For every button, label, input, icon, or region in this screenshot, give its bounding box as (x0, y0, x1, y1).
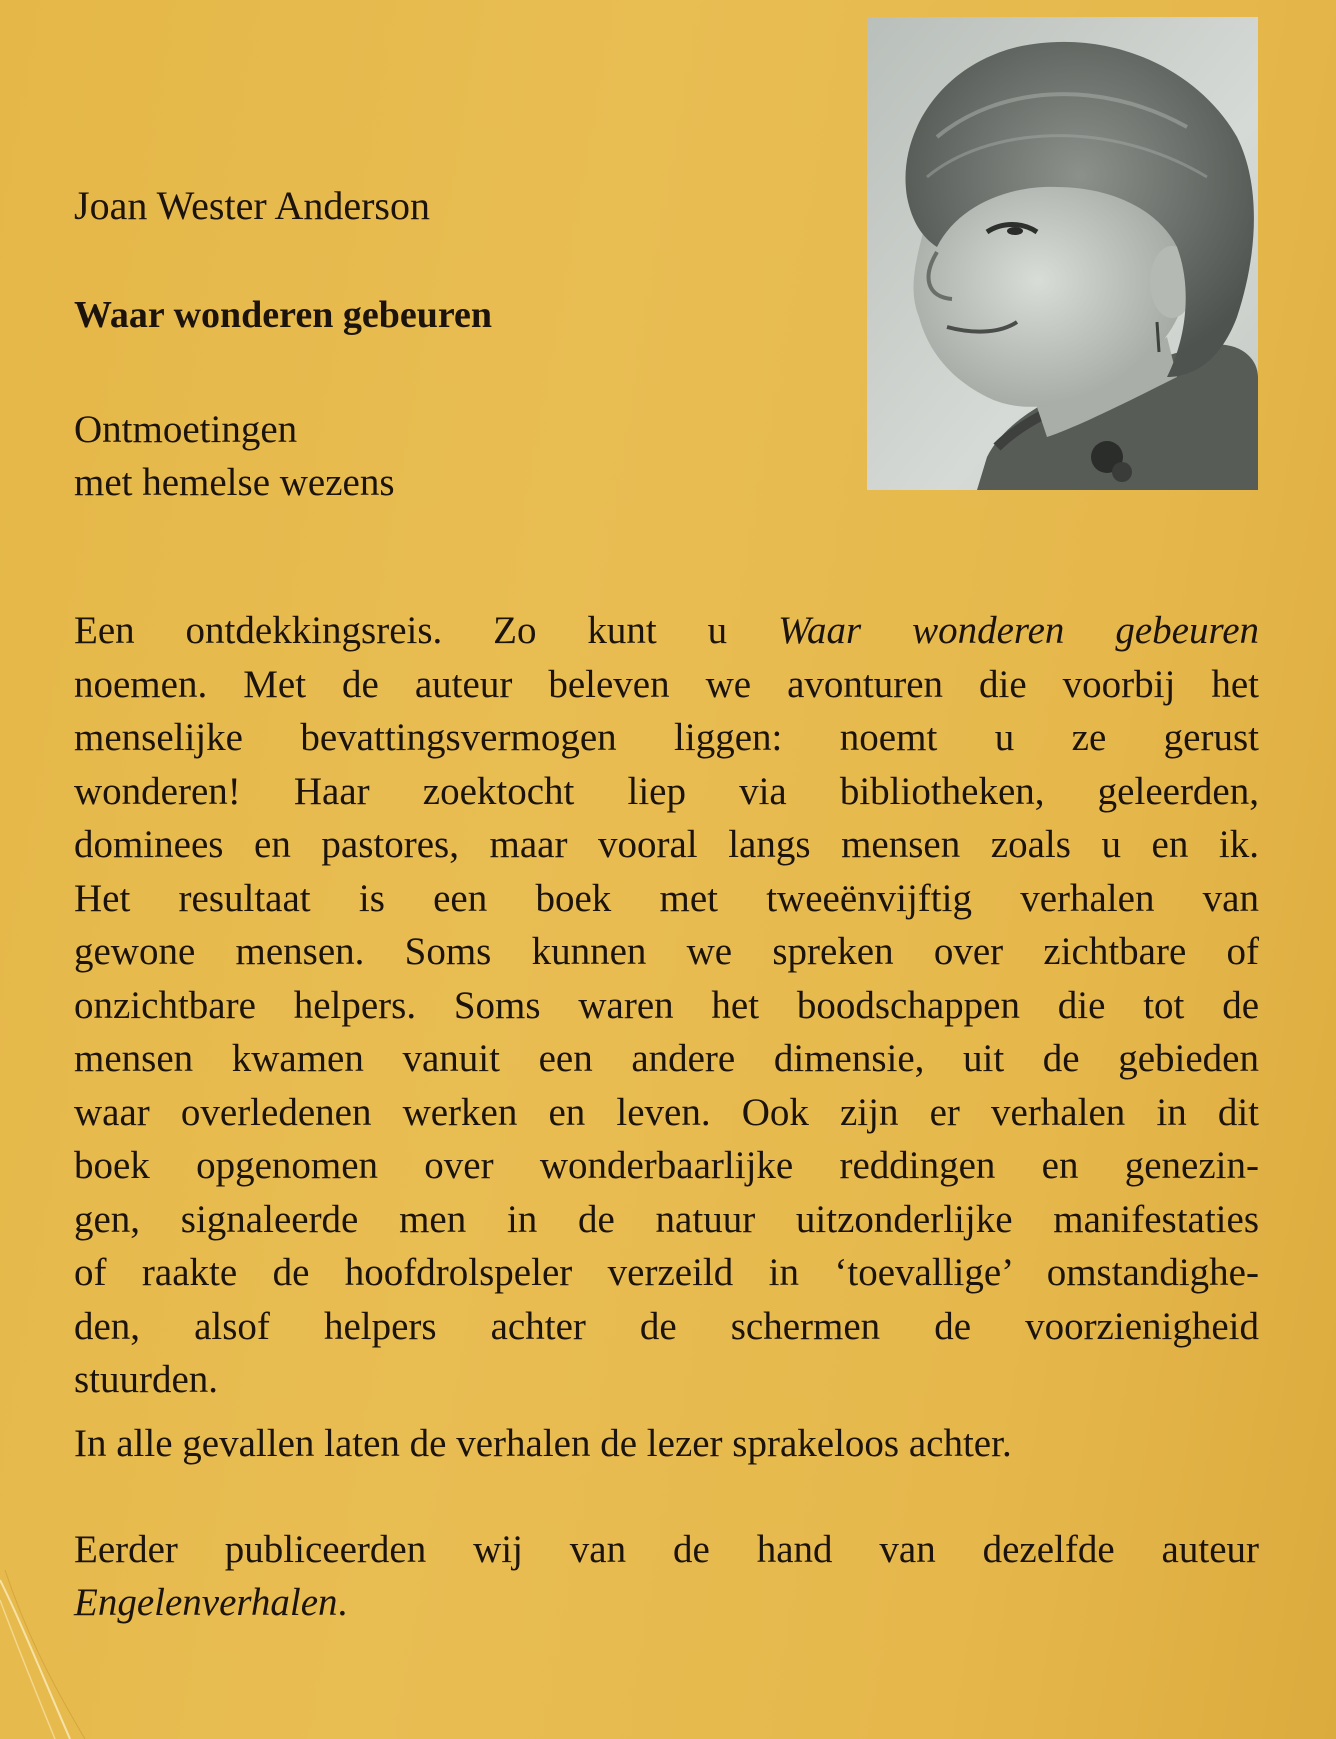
author-name: Joan Wester Anderson (74, 183, 430, 228)
blurb-line: dominees en pastores, maar vooral langs mensen zoals u en ik. (74, 823, 1259, 866)
blurb-closing: In alle gevallen laten de verhalen de lezer sprakeloos achter. (74, 1422, 1012, 1465)
author-portrait-icon (867, 17, 1258, 490)
subtitle-line: met hemelse wezens (74, 461, 395, 504)
blurb-line: waar overledenen werken en leven. Ook zijn er verhalen in dit (74, 1090, 1259, 1134)
blurb-line: stuurden. (74, 1358, 219, 1401)
paper-crease-icon (0, 1570, 90, 1739)
blurb-line: mensen kwamen vanuit een andere dimensie, uit de gebieden (74, 1037, 1259, 1080)
blurb-line: onzichtbare helpers. Soms waren het boodschappen die tot de (74, 983, 1259, 1027)
earlier-book-title: Engelenverhalen (74, 1581, 338, 1624)
blurb-line: of raakte de hoofdrolspeler verzeild in ‘toevallige’ omstandighe- (74, 1251, 1259, 1294)
blurb-title-reference: Waar wonderen gebeuren (778, 609, 1260, 652)
earlier-book (74, 1576, 1259, 1629)
earlier-book-suffix: . (337, 1581, 348, 1624)
blurb-line: boek opgenomen over wonderbaarlijke reddingen en genezin- (74, 1144, 1259, 1187)
blurb-line: gen, signaleerde men in de natuur uitzonderlijke manifestaties (74, 1197, 1259, 1241)
blurb-line: Het resultaat is een boek met tweeënvijftig verhalen van (74, 876, 1259, 920)
earlier-publications (74, 1523, 1259, 1629)
blurb-line: noemen. Met de auteur beleven we avonturen die voorbij het (74, 662, 1259, 706)
book-title: Waar wonderen gebeuren (74, 294, 493, 336)
blurb-line: den, alsof helpers achter de schermen de voorzienigheid (74, 1304, 1259, 1348)
blurb-text: Een ontdekkingsreis. Zo kunt u (74, 609, 779, 652)
blurb-line: wonderen! Haar zoektocht liep via bibliotheken, geleerden, (74, 769, 1259, 813)
book-subtitle (74, 403, 395, 509)
blurb-line: gewone mensen. Soms kunnen we spreken over zichtbare of (74, 930, 1259, 973)
blurb-line: menselijke bevattingsvermogen liggen: noemt u ze gerust (74, 716, 1259, 759)
blurb (74, 604, 1259, 1407)
subtitle-line: Ontmoetingen (74, 408, 298, 451)
earlier-text: Eerder publiceerden wij van de hand van dezelfde auteur (74, 1528, 1259, 1571)
blurb-line (74, 604, 1259, 658)
